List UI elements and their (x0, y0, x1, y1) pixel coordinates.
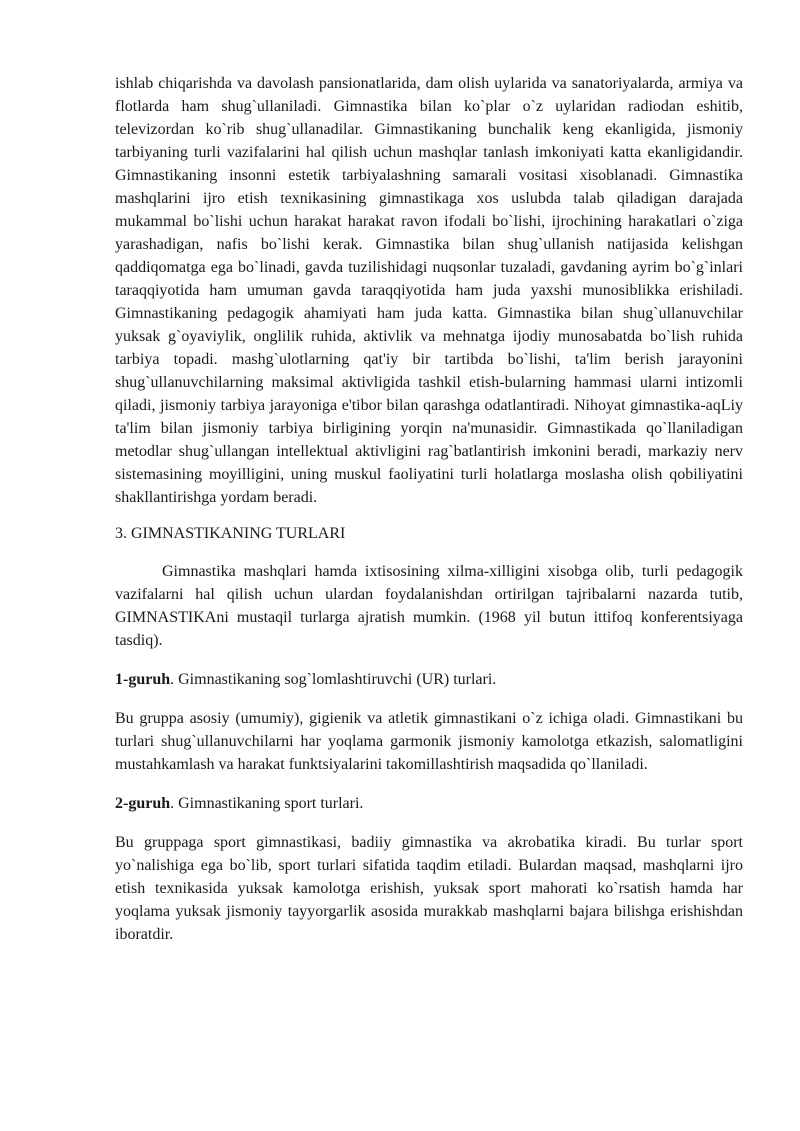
section-heading: 3. GIMNASTIKANING TURLARI (115, 525, 346, 542)
group2-paragraph: Bu gruppaga sport gimnastikasi, badiiy gimnastika va akrobatika kiradi. Bu turlar sport yo`nalishiga ega bo`lib, sport turlari sifatida taqdim etiladi. Bulardan maqsad, mashqlarni ijro etish texnikasida yuksak kamolotga erishish, yuksak sport mahorati ko`rsatish hamda har yoqlama yuksak jismoniy tayyorgarlik asosida murakkab mashqlarni bajara bilishga erishishdan iboratdir. (115, 834, 743, 943)
group1-title (115, 668, 743, 691)
group1-title-text: . Gimnastikaning sog`lomlashtiruvchi (UR) turlari. (170, 671, 497, 688)
group1-label: 1-guruh (115, 671, 171, 688)
section-intro-paragraph: Gimnastika mashqlari hamda ixtisosining xilma-xilligini xisobga olib, turli pedagogik vazifalarni hal qilish uchun ulardan foydalanishdan ortirilgan tajribalarni nazarda tutib, GIMNASTIKAni mustaqil turlarga ajratish mumkin. (1968 yil butun ittifoq konferentsiyaga tasdiq). (115, 563, 743, 649)
group2-title-text: . Gimnastikaning sport turlari. (170, 795, 364, 812)
group2-title (115, 792, 743, 815)
group1-paragraph: Bu gruppa asosiy (umumiy), gigienik va atletik gimnastikani o`z ichiga oladi. Gimnastikani bu turlari shug`ullanuvchilarni har yoqlama garmonik jismoniy kamolotga etkazish, salomatligini mustahkamlash va harakat funktsiyalarini takomillashtirish maqsadida qo`llaniladi. (115, 710, 743, 773)
intro-paragraph: ishlab chiqarishda va davolash pansionatlarida, dam olish uylarida va sanatoriyalarda, armiya va flotlarda ham shug`ullaniladi. Gimnastika bilan ko`plar o`z uylaridan radiodan eshitib, televizordan ko`rib shug`ullanadilar. Gimnastikaning bunchalik keng ekanligida, jismoniy tarbiyaning turli vazifalarini hal qilish uchun mashqlar tanlash imkoniyati katta ekanligidandir. Gimnastikaning insonni estetik tarbiyalashning samarali vositasi xisoblanadi. Gimnastika mashqlarini ijro etish texnikasining gimnastikaga xos uslubda talab qiladigan darajada mukammal bo`lishi uchun harakat harakat ravon ifodali bo`lishi, ijrochining harakatlari o`ziga yarashadigan, nafis bo`lishi kerak. Gimnastika bilan shug`ullanish natijasida kelishgan qaddiqomatga ega bo`linadi, gavda tuzilishidagi nuqsonlar tuzaladi, gavdaning ayrim bo`g`inlari taraqqiyotida ham umuman gavda taraqqiyotida ham juda yaxshi munosiblikka erishiladi. Gimnastikaning pedagogik ahamiyati ham juda katta. Gimnastika bilan shug`ullanuvchilar yuksak g`oyaviylik, onglilik ruhida, aktivlik va mehnatga ijodiy munosabatda bo`lish ruhida tarbiya topadi. mashg`ulotlarning qat'iy bir tartibda bo`lishi, ta'lim berish jarayonini shug`ullanuvchilarning maksimal aktivligida tashkil etish-bularning hammasi ularni intizomli qiladi, jismoniy tarbiya jarayoniga e'tibor bilan qarashga odatlantiradi. Nihoyat gimnastika-aqLiy ta'lim bilan jismoniy tarbiya birligining yorqin na'munasidir. Gimnastikada qo`llaniladigan metodlar shug`ullangan intellektual aktivligini rag`batlantirish imkonini beradi, markaziy nerv sistemasining moyilligini, uning muskul faoliyatini turli holatlarga moslasha olish qobiliyatini shakllantirishga yordam beradi. (115, 75, 743, 506)
group2-label: 2-guruh (115, 795, 171, 812)
